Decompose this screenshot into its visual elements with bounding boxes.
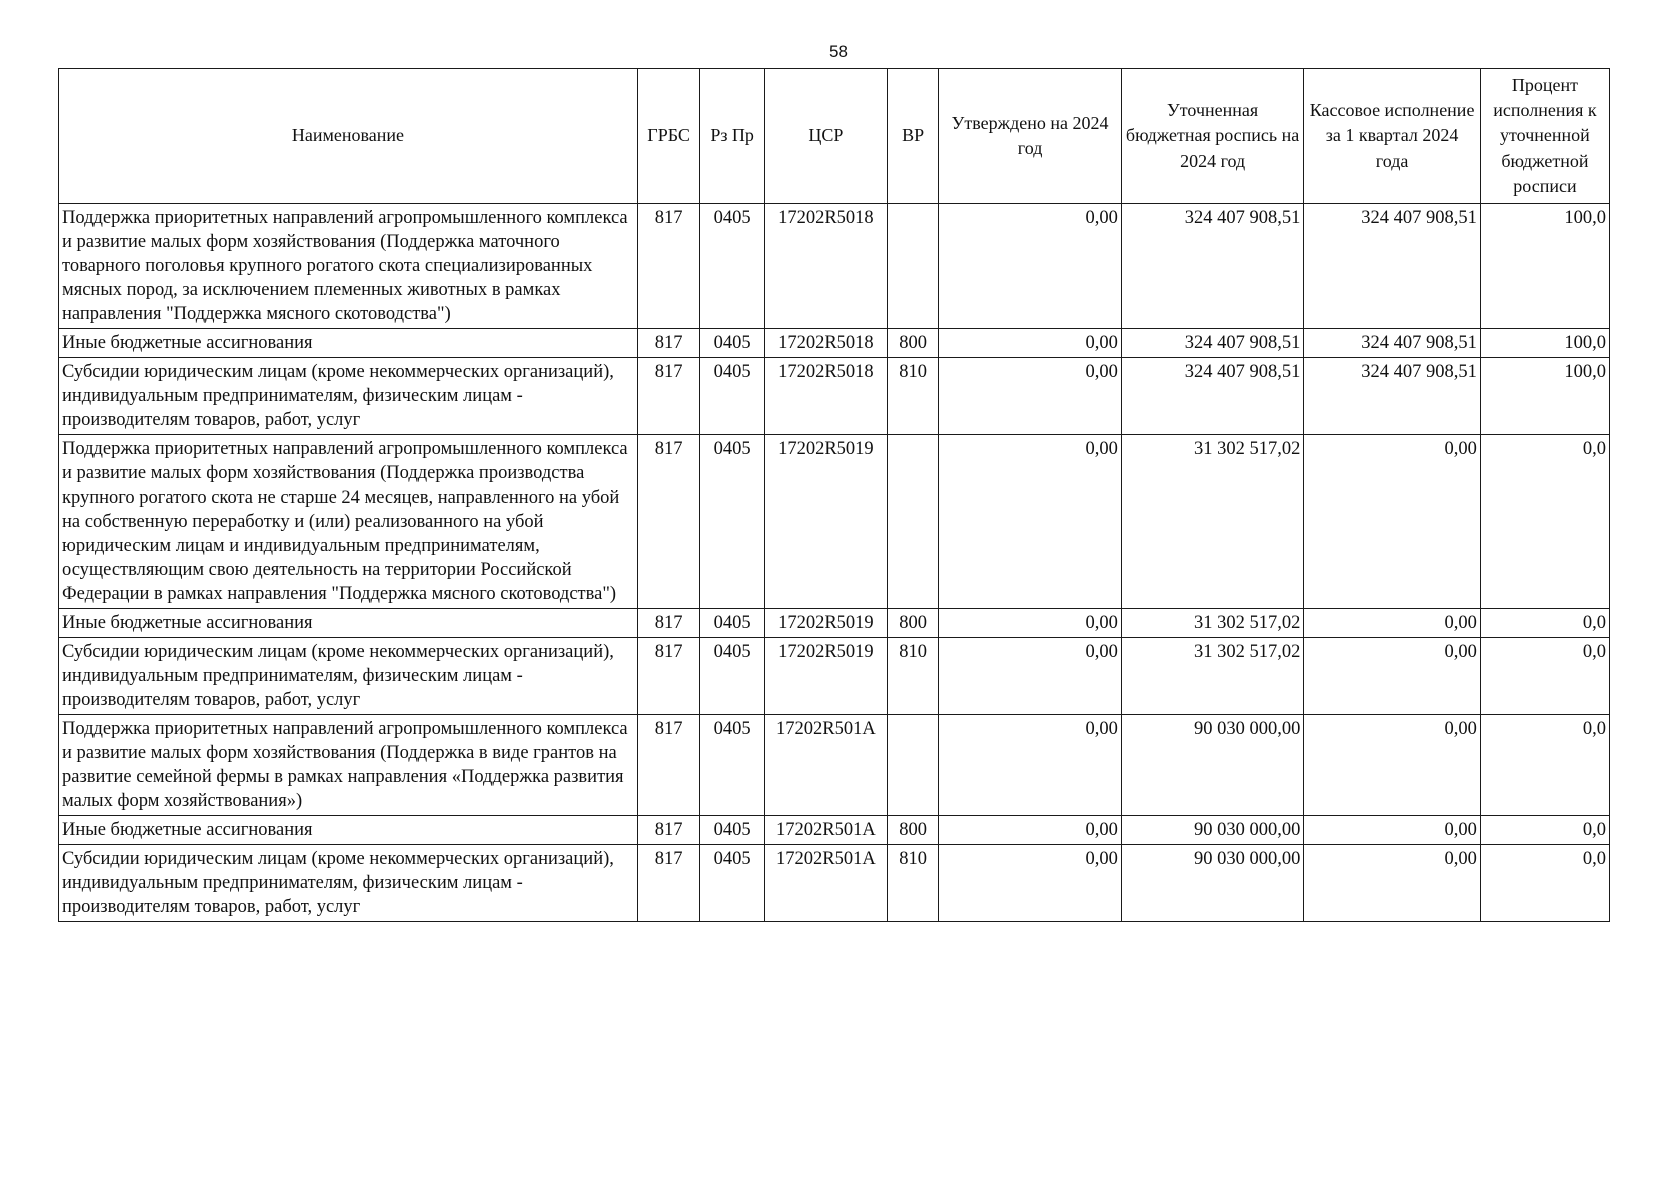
cell-approved: 0,00 [939,358,1122,435]
cell-name: Поддержка приоритетных направлений агропромышленного комплекса и развитие малых форм хозяйствования (Поддержка в виде грантов на развитие семейной фермы в рамках направления «Поддержка развития малых форм хозяйствования») [59,714,638,815]
cell-rzpr: 0405 [700,816,765,845]
cell-percent: 0,0 [1480,816,1609,845]
header-name: Наименование [59,69,638,204]
cell-csr: 17202R5019 [764,435,887,608]
cell-rzpr: 0405 [700,435,765,608]
cell-vr: 810 [887,637,938,714]
cell-refined: 90 030 000,00 [1121,816,1304,845]
cell-cash: 0,00 [1304,845,1480,922]
cell-csr: 17202R5018 [764,204,887,329]
cell-name: Иные бюджетные ассигнования [59,329,638,358]
table-row [59,358,1610,435]
cell-name: Поддержка приоритетных направлений агропромышленного комплекса и развитие малых форм хозяйствования (Поддержка маточного товарного поголовья крупного рогатого скота специализированных мясных пород, за исключением племенных животных в рамках направления "Поддержка мясного скотоводства") [59,204,638,329]
cell-csr: 17202R5018 [764,329,887,358]
cell-grbs: 817 [637,608,700,637]
cell-name: Иные бюджетные ассигнования [59,816,638,845]
header-cash: Кассовое исполнение за 1 квартал 2024 года [1304,69,1480,204]
table-row [59,435,1610,608]
cell-approved: 0,00 [939,608,1122,637]
cell-vr [887,204,938,329]
cell-cash: 324 407 908,51 [1304,204,1480,329]
cell-name: Субсидии юридическим лицам (кроме некоммерческих организаций), индивидуальным предпринимателям, физическим лицам - производителям товаров, работ, услуг [59,637,638,714]
cell-vr: 810 [887,358,938,435]
cell-vr [887,435,938,608]
cell-cash: 0,00 [1304,608,1480,637]
cell-refined: 90 030 000,00 [1121,714,1304,815]
cell-grbs: 817 [637,845,700,922]
budget-table [58,68,1610,922]
cell-rzpr: 0405 [700,637,765,714]
cell-cash: 0,00 [1304,637,1480,714]
cell-refined: 324 407 908,51 [1121,204,1304,329]
header-approved: Утверждено на 2024 год [939,69,1122,204]
cell-percent: 0,0 [1480,714,1609,815]
header-vr: ВР [887,69,938,204]
cell-approved: 0,00 [939,329,1122,358]
cell-grbs: 817 [637,637,700,714]
cell-name: Иные бюджетные ассигнования [59,608,638,637]
cell-name: Субсидии юридическим лицам (кроме некоммерческих организаций), индивидуальным предпринимателям, физическим лицам - производителям товаров, работ, услуг [59,358,638,435]
header-refined: Уточненная бюджетная роспись на 2024 год [1121,69,1304,204]
cell-approved: 0,00 [939,845,1122,922]
cell-percent: 0,0 [1480,435,1609,608]
page-number: 58 [829,42,848,61]
header-csr: ЦСР [764,69,887,204]
cell-vr: 800 [887,608,938,637]
cell-approved: 0,00 [939,637,1122,714]
table-row [59,204,1610,329]
cell-vr: 800 [887,329,938,358]
cell-name: Субсидии юридическим лицам (кроме некоммерческих организаций), индивидуальным предпринимателям, физическим лицам - производителям товаров, работ, услуг [59,845,638,922]
cell-vr: 810 [887,845,938,922]
header-row [59,69,1610,204]
cell-csr: 17202R501A [764,845,887,922]
table-row [59,714,1610,815]
table-row [59,816,1610,845]
cell-cash: 324 407 908,51 [1304,329,1480,358]
cell-percent: 100,0 [1480,204,1609,329]
cell-grbs: 817 [637,358,700,435]
cell-grbs: 817 [637,816,700,845]
cell-refined: 90 030 000,00 [1121,845,1304,922]
cell-csr: 17202R501A [764,816,887,845]
table-row [59,637,1610,714]
cell-grbs: 817 [637,329,700,358]
cell-vr: 800 [887,816,938,845]
cell-refined: 31 302 517,02 [1121,637,1304,714]
cell-csr: 17202R501A [764,714,887,815]
cell-grbs: 817 [637,204,700,329]
table-row [59,608,1610,637]
cell-percent: 0,0 [1480,845,1609,922]
cell-cash: 0,00 [1304,714,1480,815]
cell-cash: 324 407 908,51 [1304,358,1480,435]
cell-rzpr: 0405 [700,329,765,358]
cell-approved: 0,00 [939,204,1122,329]
cell-percent: 0,0 [1480,637,1609,714]
cell-rzpr: 0405 [700,845,765,922]
cell-percent: 0,0 [1480,608,1609,637]
header-grbs: ГРБС [637,69,700,204]
cell-vr [887,714,938,815]
cell-refined: 31 302 517,02 [1121,608,1304,637]
cell-grbs: 817 [637,435,700,608]
table-row [59,845,1610,922]
cell-rzpr: 0405 [700,714,765,815]
header-rzpr: Рз Пр [700,69,765,204]
cell-csr: 17202R5019 [764,608,887,637]
header-percent: Процент исполнения к уточненной бюджетной росписи [1480,69,1609,204]
cell-rzpr: 0405 [700,608,765,637]
cell-approved: 0,00 [939,714,1122,815]
cell-csr: 17202R5018 [764,358,887,435]
cell-csr: 17202R5019 [764,637,887,714]
cell-refined: 324 407 908,51 [1121,358,1304,435]
cell-grbs: 817 [637,714,700,815]
cell-percent: 100,0 [1480,358,1609,435]
table-row [59,329,1610,358]
cell-rzpr: 0405 [700,204,765,329]
cell-percent: 100,0 [1480,329,1609,358]
cell-refined: 31 302 517,02 [1121,435,1304,608]
cell-cash: 0,00 [1304,435,1480,608]
cell-approved: 0,00 [939,435,1122,608]
cell-name: Поддержка приоритетных направлений агропромышленного комплекса и развитие малых форм хозяйствования (Поддержка производства крупного рогатого скота не старше 24 месяцев, направленного на убой на собственную переработку и (или) реализованного на убой юридическим лицам и индивидуальным предпринимателям, осуществляющим свою деятельность на территории Российской Федерации в рамках направления "Поддержка мясного скотоводства") [59,435,638,608]
cell-approved: 0,00 [939,816,1122,845]
cell-refined: 324 407 908,51 [1121,329,1304,358]
cell-cash: 0,00 [1304,816,1480,845]
cell-rzpr: 0405 [700,358,765,435]
